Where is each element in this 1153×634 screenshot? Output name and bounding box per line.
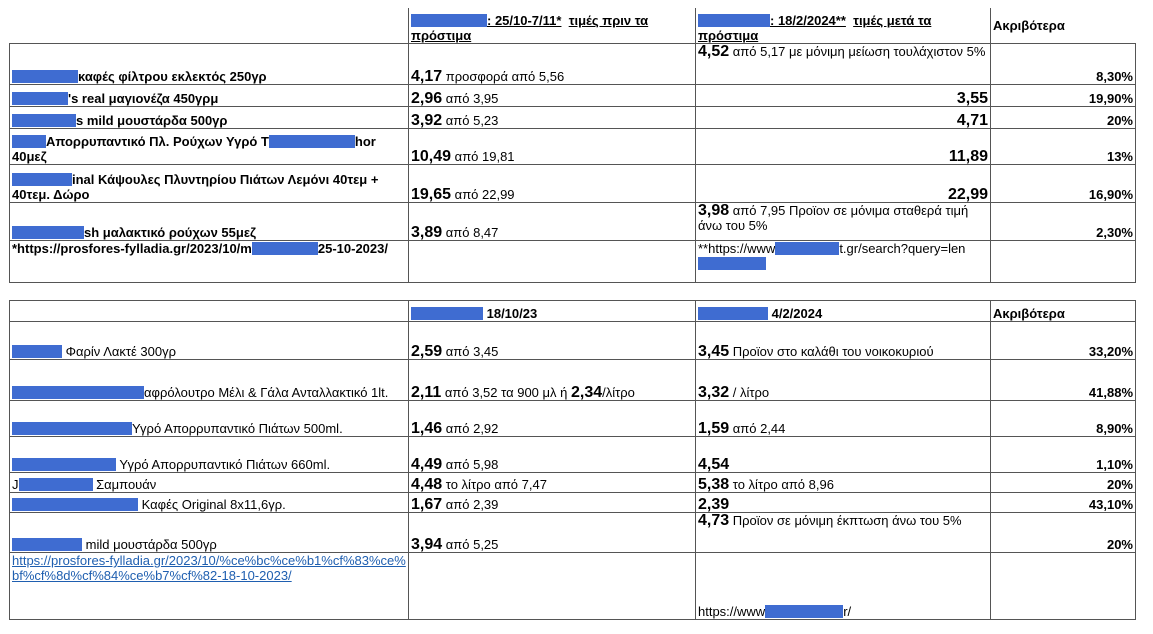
header-after: 4/2/2024 [696, 301, 991, 322]
redacted-block [12, 173, 72, 186]
table-row [10, 202, 1136, 240]
price-after: 2,39 [696, 493, 991, 513]
price-before: 2,96 από 3,95 [409, 84, 696, 106]
table-row [10, 106, 1136, 128]
header-diff: Ακριβότερα [991, 301, 1136, 322]
redacted-block [12, 226, 84, 239]
price-after: 3,98 από 7,95 Προϊον σε μόνιμα σταθερά τιμή άνω του 5% [696, 202, 991, 240]
table-row [10, 360, 1136, 401]
price-before: 4,17 προσφορά από 5,56 [409, 43, 696, 84]
price-diff: 1,10% [991, 437, 1136, 473]
product-name: Υγρό Απορρυπαντικό Πιάτων 660ml. [10, 437, 409, 473]
redacted-block [411, 307, 483, 320]
source-before: *https://prosfores-fylladia.gr/2023/10/m 25-10-2023/ [10, 240, 409, 282]
source-row [10, 553, 1136, 620]
price-after: 4,71 [696, 106, 991, 128]
redacted-block [775, 242, 839, 255]
price-before: 3,94 από 5,25 [409, 513, 696, 553]
price-diff: 43,10% [991, 493, 1136, 513]
table-row [10, 128, 1136, 164]
redacted-block [12, 70, 78, 83]
header-after: : 18/2/2024** τιμές μετά τα πρόστιμα [696, 8, 991, 43]
source-after: https://www r/ [696, 553, 991, 620]
price-after: 11,89 [696, 128, 991, 164]
product-name: mild μουστάρδα 500γρ [10, 513, 409, 553]
table-row [10, 473, 1136, 493]
product-name: Καφές Original 8x11,6γρ. [10, 493, 409, 513]
redacted-block [12, 345, 62, 358]
redacted-block [269, 135, 355, 148]
price-before: 2,11 από 3,52 τα 900 μλ ή 2,34/λίτρο [409, 360, 696, 401]
table-row [10, 513, 1136, 553]
redacted-block [19, 478, 93, 491]
price-before: 4,49 από 5,98 [409, 437, 696, 473]
product-name: αφρόλουτρο Μέλι & Γάλα Ανταλλακτικό 1lt. [10, 360, 409, 401]
redacted-block [12, 92, 68, 105]
price-diff: 41,88% [991, 360, 1136, 401]
price-before: 19,65 από 22,99 [409, 164, 696, 202]
table-header-row [10, 8, 1136, 43]
product-name: s mild μουστάρδα 500γρ [10, 106, 409, 128]
redacted-block [12, 422, 132, 435]
table-row [10, 164, 1136, 202]
redacted-block [411, 14, 487, 27]
price-before: 1,67 από 2,39 [409, 493, 696, 513]
price-after: 3,45 Προϊον στο καλάθι του νοικοκυριού [696, 322, 991, 360]
price-after: 22,99 [696, 164, 991, 202]
price-diff: 20% [991, 513, 1136, 553]
product-name: J Σαμπουάν [10, 473, 409, 493]
price-after: 4,52 από 5,17 με μόνιμη μείωση τουλάχιστον 5% [696, 43, 991, 84]
price-diff: 16,90% [991, 164, 1136, 202]
price-diff: 33,20% [991, 322, 1136, 360]
price-diff: 8,30% [991, 43, 1136, 84]
price-before: 1,46 από 2,92 [409, 401, 696, 437]
redacted-block [698, 307, 768, 320]
source-after: **https://www t.gr/search?query=len [696, 240, 991, 282]
price-after: 3,32 / λίτρο [696, 360, 991, 401]
header-before: : 25/10-7/11* τιμές πριν τα πρόστιμα [409, 8, 696, 43]
table-row [10, 84, 1136, 106]
redacted-block [765, 605, 843, 618]
product-name: Υγρό Απορρυπαντικό Πιάτων 500ml. [10, 401, 409, 437]
product-name: inal Κάψουλες Πλυντηρίου Πιάτων Λεμόνι 40τεμ + 40τεμ. Δώρο [10, 164, 409, 202]
product-name: sh μαλακτικό ρούχων 55μεζ [10, 202, 409, 240]
price-diff: 20% [991, 106, 1136, 128]
table-row [10, 43, 1136, 84]
header-before: 18/10/23 [409, 301, 696, 322]
price-before: 4,48 το λίτρο από 7,47 [409, 473, 696, 493]
redacted-block [12, 538, 82, 551]
redacted-block [252, 242, 318, 255]
product-name: 's real μαγιονέζα 450γρμ [10, 84, 409, 106]
source-before [10, 553, 409, 620]
price-before: 3,89 από 8,47 [409, 202, 696, 240]
product-name: Απορρυπαντικό Πλ. Ρούχων Υγρό T hor 40μεζ [10, 128, 409, 164]
price-after: 1,59 από 2,44 [696, 401, 991, 437]
price-after: 4,54 [696, 437, 991, 473]
header-diff: Ακριβότερα [991, 8, 1136, 43]
price-table-1 [9, 8, 1136, 283]
price-after: 5,38 το λίτρο από 8,96 [696, 473, 991, 493]
redacted-block [12, 135, 46, 148]
table-row [10, 437, 1136, 473]
price-before: 10,49 από 19,81 [409, 128, 696, 164]
redacted-block [12, 498, 138, 511]
redacted-block [12, 458, 116, 471]
product-name: καφές φίλτρου εκλεκτός 250γρ [10, 43, 409, 84]
price-diff: 19,90% [991, 84, 1136, 106]
price-diff: 8,90% [991, 401, 1136, 437]
source-row [10, 240, 1136, 282]
redacted-block [698, 14, 770, 27]
price-diff: 13% [991, 128, 1136, 164]
table-row [10, 401, 1136, 437]
redacted-block [698, 257, 766, 270]
redacted-block [12, 386, 144, 399]
source-link[interactable]: https://prosfores-fylladia.gr/2023/10/%ce%bc%ce%b1%cf%83%ce%bf%cf%8d%cf%84%ce%b7%cf%82-18-10-2023/ [12, 553, 406, 583]
product-name: Φαρίν Λακτέ 300γρ [10, 322, 409, 360]
redacted-block [12, 114, 76, 127]
price-diff: 2,30% [991, 202, 1136, 240]
price-diff: 20% [991, 473, 1136, 493]
table-header-row [10, 301, 1136, 322]
price-after: 4,73 Προϊον σε μόνιμη έκπτωση άνω του 5% [696, 513, 991, 553]
price-after: 3,55 [696, 84, 991, 106]
price-table-2 [9, 300, 1136, 620]
table-row [10, 493, 1136, 513]
price-before: 3,92 από 5,23 [409, 106, 696, 128]
table-row [10, 322, 1136, 360]
price-before: 2,59 από 3,45 [409, 322, 696, 360]
